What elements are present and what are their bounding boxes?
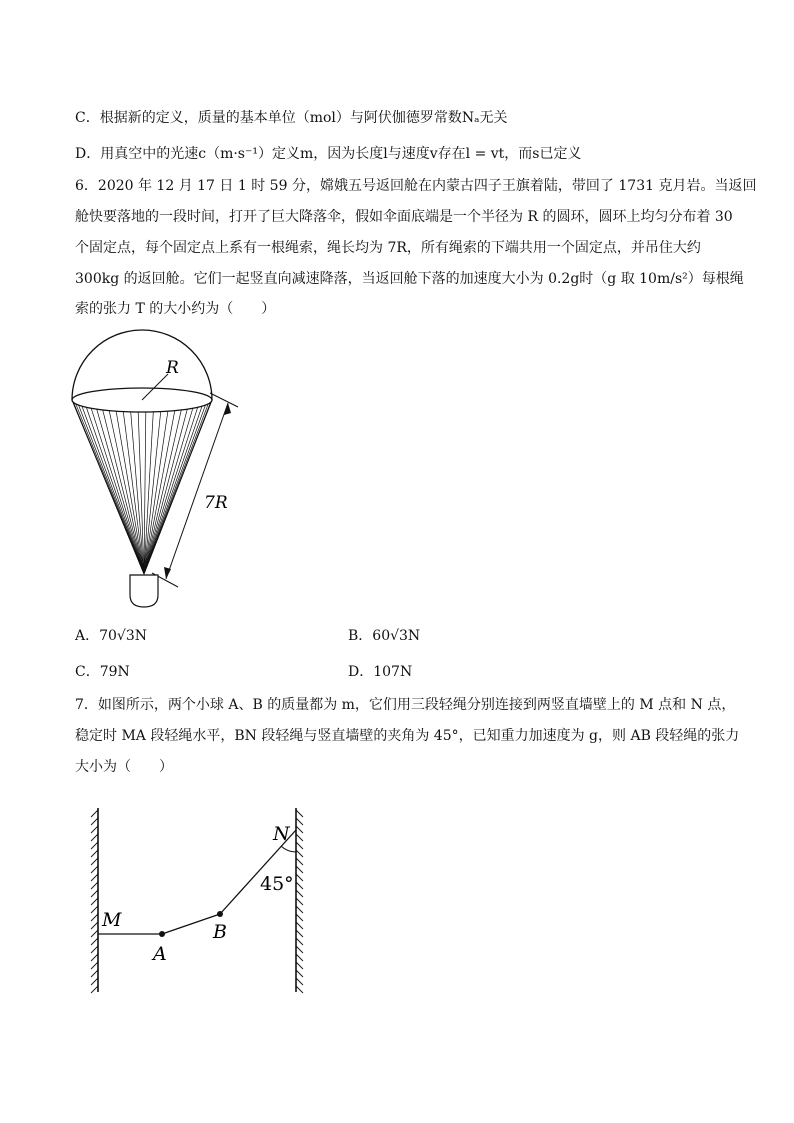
wall-hatch-line (91, 826, 98, 833)
wall-hatch-line (91, 842, 98, 849)
label-m: M (102, 909, 122, 931)
q7-line-1: 7．如图所示，两个小球 A、B 的质量都为 m，它们用三段轻绳分别连接到两竖直墙壁上的 M 点和 N 点， (75, 697, 736, 713)
wall-hatch-line (296, 898, 303, 905)
suspension-rope (144, 409, 187, 574)
wall-hatch-line (91, 890, 98, 897)
wall-hatch-line (91, 866, 98, 873)
suspension-rope (86, 407, 144, 574)
wall-hatch-line (296, 962, 303, 969)
suspension-rope (82, 406, 144, 574)
dimension-arrow-bottom (164, 567, 171, 579)
right-wall-hatch (296, 810, 303, 993)
option-d-prev: D．用真空中的光速c（m·s⁻¹）定义m，因为长度l与速度v存在l = vt，而s已定义 (75, 146, 582, 162)
walls-figure (80, 800, 320, 1000)
label-a: A (153, 943, 167, 965)
q7-line-3: 大小为（ ） (75, 759, 173, 775)
wall-hatch-line (296, 842, 303, 849)
wall-hatch-line (296, 922, 303, 929)
wall-hatch-line (296, 906, 303, 913)
wall-hatch-line (91, 906, 98, 913)
q6-option-b: B．60√3N (348, 628, 421, 644)
q6-line-2: 舱快要落地的一段时间，打开了巨大降落伞，假如伞面底端是一个半径为 R 的圆环，圆环上均匀分布着 30 (75, 209, 733, 225)
wall-hatch-line (91, 858, 98, 865)
wall-hatch-line (296, 850, 303, 857)
wall-hatch-line (91, 914, 98, 921)
wall-hatch-line (296, 882, 303, 889)
suspension-rope (103, 410, 144, 574)
wall-hatch-line (91, 834, 98, 841)
suspension-rope (144, 411, 168, 574)
q6-line-3: 个固定点，每个固定点上系有一根绳索，绳长均为 7R，所有绳索的下端共用一个固定点，并吊住大约 (75, 240, 701, 256)
left-wall-hatch (91, 810, 98, 993)
q6-line-5: 索的张力 T 的大小约为（ ） (75, 301, 276, 317)
label-angle: 45° (260, 873, 294, 895)
parachute-figure (60, 325, 260, 615)
wall-hatch-line (91, 874, 98, 881)
dimension-arrow-top (224, 403, 231, 415)
wall-hatch-line (91, 938, 98, 945)
rope-ab (162, 914, 220, 934)
suspension-rope (144, 408, 193, 574)
wall-hatch-line (91, 922, 98, 929)
q6-line-4: 300kg 的返回舱。它们一起竖直向减速降落，当返回舱下落的加速度大小为 0.2g时（g 取 10m/s²）每根绳 (75, 271, 744, 287)
option-c-prev: C．根据新的定义，质量的基本单位（mol）与阿伏伽德罗常数Nₐ无关 (75, 110, 508, 126)
wall-hatch-line (296, 954, 303, 961)
ball-a (159, 931, 165, 937)
wall-hatch-line (296, 874, 303, 881)
wall-hatch-line (296, 818, 303, 825)
radius-label: R (166, 358, 179, 378)
wall-hatch-line (91, 810, 98, 817)
wall-hatch-line (91, 898, 98, 905)
capsule (130, 575, 158, 607)
dimension-tick-top (210, 393, 238, 407)
wall-hatch-line (296, 946, 303, 953)
wall-hatch-line (91, 962, 98, 969)
rope-length-label: 7R (204, 493, 228, 513)
suspension-rope (91, 408, 144, 574)
suspension-rope (144, 400, 212, 574)
wall-hatch-line (91, 986, 98, 993)
wall-hatch-line (91, 954, 98, 961)
ball-b (217, 911, 223, 917)
wall-hatch-line (296, 890, 303, 897)
q6-option-a: A．70√3N (75, 628, 148, 644)
wall-hatch-line (91, 978, 98, 985)
wall-hatch-line (91, 930, 98, 937)
wall-hatch-line (296, 834, 303, 841)
wall-hatch-line (296, 914, 303, 921)
q6-option-d: D．107N (348, 664, 413, 680)
wall-hatch-line (91, 818, 98, 825)
suspension-ropes (72, 400, 212, 574)
wall-hatch-line (296, 978, 303, 985)
q6-option-c: C．79N (75, 664, 130, 680)
wall-hatch-line (91, 946, 98, 953)
wall-hatch-line (296, 858, 303, 865)
wall-hatch-line (296, 826, 303, 833)
wall-hatch-line (296, 930, 303, 937)
wall-hatch-line (91, 882, 98, 889)
wall-hatch-line (296, 866, 303, 873)
label-b: B (213, 921, 227, 943)
wall-hatch-line (296, 970, 303, 977)
suspension-rope (79, 405, 145, 574)
q6-line-1: 6．2020 年 12 月 17 日 1 时 59 分，嫦娥五号返回舱在内蒙古四子王旗着陆，带回了 1731 克月岩。当返回 (75, 178, 757, 194)
label-n: N (273, 823, 290, 845)
wall-hatch-line (91, 850, 98, 857)
q7-line-2: 稳定时 MA 段轻绳水平，BN 段轻绳与竖直墙壁的夹角为 45°，已知重力加速度为 g，则 AB 段轻绳的张力 (75, 728, 740, 744)
wall-hatch-line (296, 986, 303, 993)
radius-line (142, 374, 168, 400)
wall-hatch-line (296, 938, 303, 945)
angle-arc (281, 846, 296, 852)
wall-hatch-line (296, 810, 303, 817)
canopy-dome (72, 330, 212, 400)
wall-hatch-line (91, 970, 98, 977)
